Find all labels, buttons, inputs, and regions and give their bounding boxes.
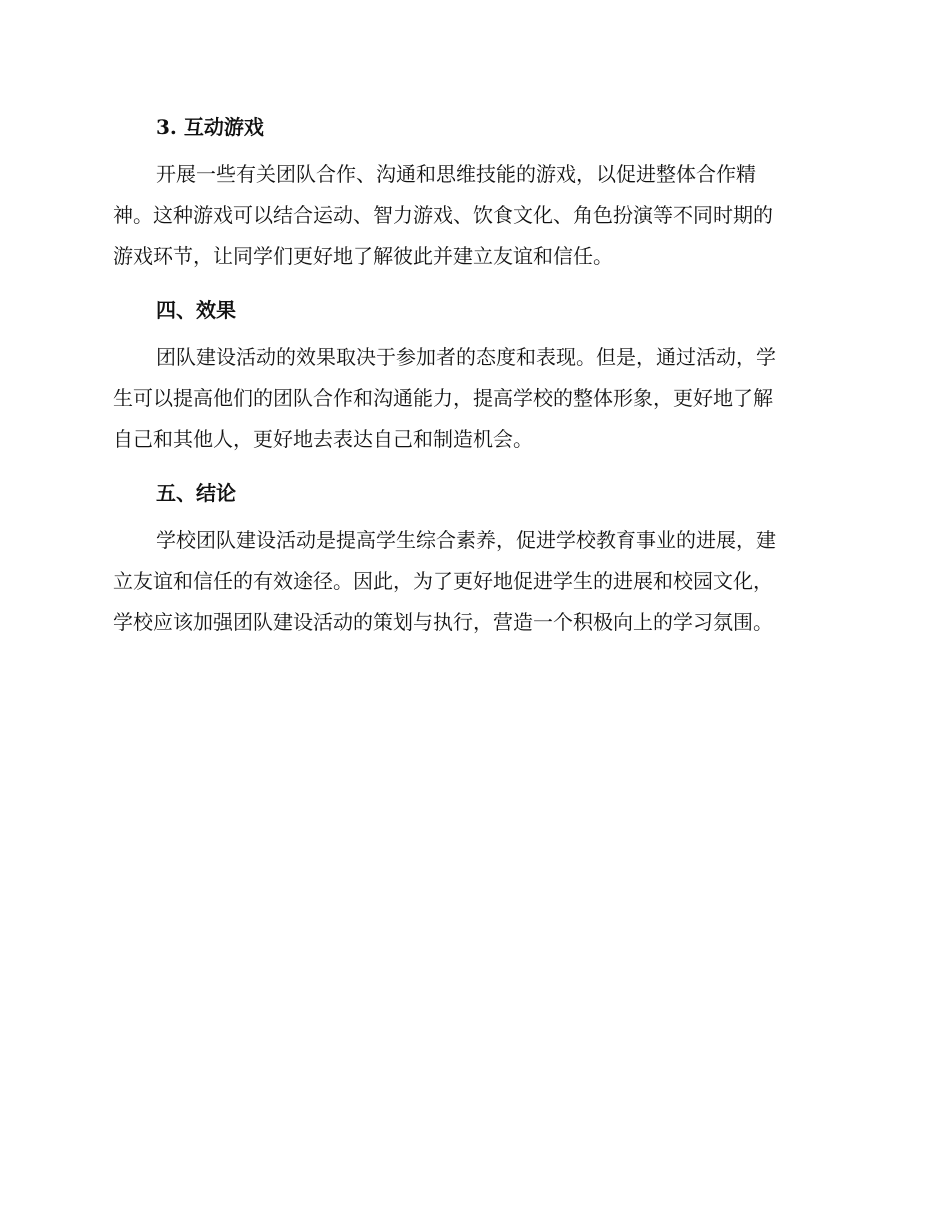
section-heading: 四、效果 (156, 298, 236, 322)
paragraph-line: 立友谊和信任的有效途径。因此，为了更好地促进学生的进展和校园文化， (113, 569, 773, 593)
section-paragraph (113, 337, 831, 460)
section-paragraph (113, 520, 831, 643)
section-effects (113, 295, 831, 460)
paragraph-line: 开展一些有关团队合作、沟通和思维技能的游戏，以促进整体合作精 (156, 162, 756, 186)
section-heading: 五、结论 (156, 481, 236, 505)
paragraph-line: 生可以提高他们的团队合作和沟通能力，提高学校的整体形象，更好地了解 (113, 386, 773, 410)
paragraph-line: 游戏环节，让同学们更好地了解彼此并建立友谊和信任。 (113, 244, 613, 268)
section-paragraph (113, 154, 831, 277)
paragraph-line: 学校团队建设活动是提高学生综合素养，促进学校教育事业的进展，建 (156, 528, 776, 552)
section-conclusion (113, 478, 831, 643)
paragraph-line: 团队建设活动的效果取决于参加者的态度和表现。但是，通过活动，学 (156, 345, 776, 369)
paragraph-line: 神。这种游戏可以结合运动、智力游戏、饮食文化、角色扮演等不同时期的 (113, 203, 773, 227)
paragraph-line: 学校应该加强团队建设活动的策划与执行，营造一个积极向上的学习氛围。 (113, 610, 773, 634)
document-body (113, 112, 831, 661)
paragraph-line: 自己和其他人，更好地去表达自己和制造机会。 (113, 427, 533, 451)
section-interactive-games (113, 112, 831, 277)
section-heading: 3. 互动游戏 (156, 115, 264, 139)
